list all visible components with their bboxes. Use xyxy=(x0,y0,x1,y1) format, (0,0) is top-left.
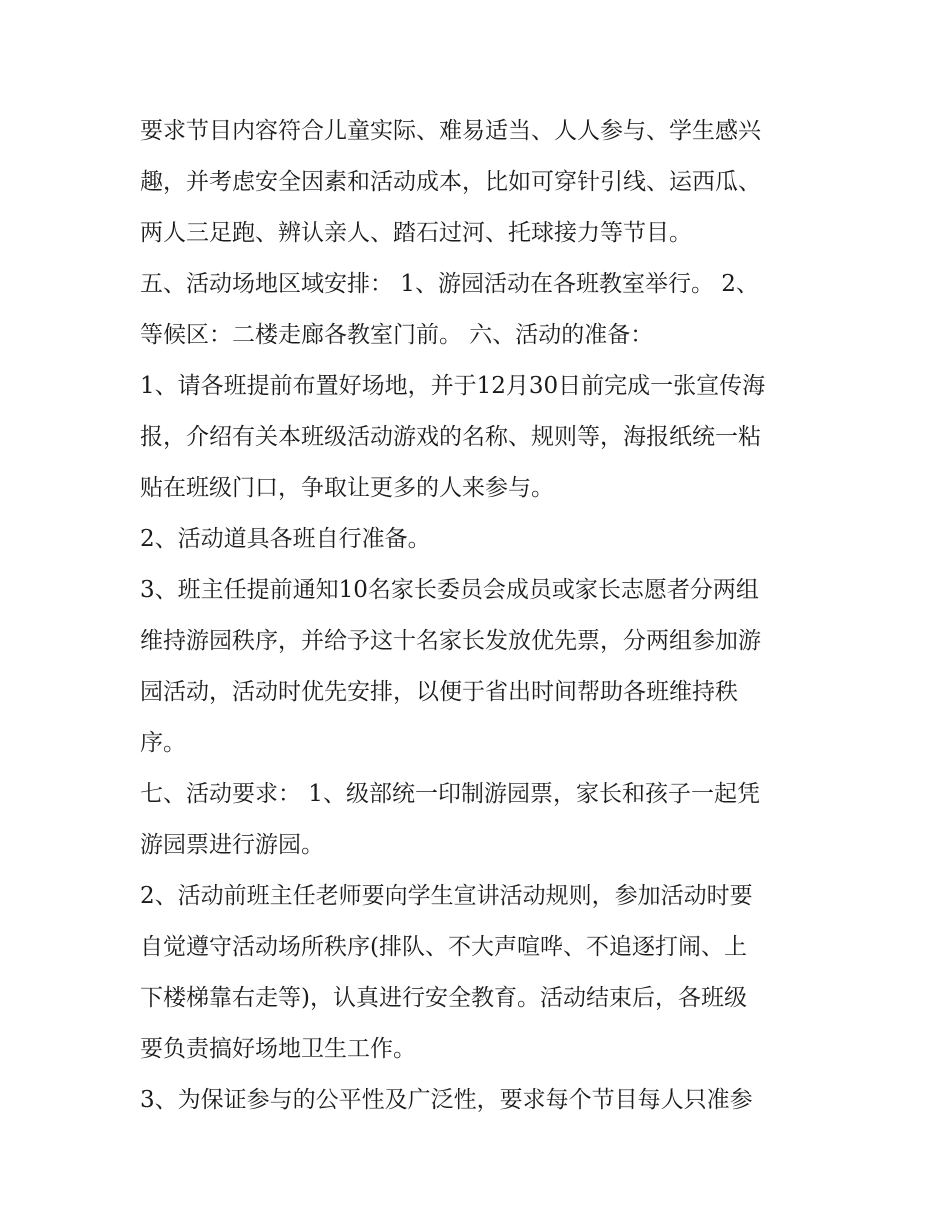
text-line: 3、班主任提前通知10名家长委员会成员或家长志愿者分两组 xyxy=(140,577,759,603)
text-line: 自觉遵守活动场所秩序(排队、不大声喧哗、不追逐打闹、上 xyxy=(140,934,747,960)
text-line: 等候区：二楼走廊各教室门前。 六、活动的准备： xyxy=(140,322,654,348)
document-body xyxy=(140,106,830,1126)
text-line: 2、活动前班主任老师要向学生宣讲活动规则，参加活动时要 xyxy=(140,883,753,909)
text-line: 趣，并考虑安全因素和活动成本，比如可穿针引线、运西瓜、 xyxy=(140,169,761,195)
text-line: 要求节目内容符合儿童实际、难易适当、人人参与、学生感兴 xyxy=(140,118,761,144)
text-line: 七、活动要求： 1、级部统一印制游园票，家长和孩子一起凭 xyxy=(140,781,760,807)
text-line: 园活动，活动时优先安排，以便于省出时间帮助各班维持秩 xyxy=(140,679,738,705)
text-line: 报，介绍有关本班级活动游戏的名称、规则等，海报纸统一粘 xyxy=(140,424,761,450)
text-line: 下楼梯靠右走等)，认真进行安全教育。活动结束后，各班级 xyxy=(140,985,747,1011)
text-line: 2、活动道具各班自行准备。 xyxy=(140,526,431,552)
text-line: 两人三足跑、辨认亲人、踏石过河、托球接力等节目。 xyxy=(140,220,692,246)
text-line: 贴在班级门口，争取让更多的人来参与。 xyxy=(140,475,554,501)
text-line: 维持游园秩序，并给予这十名家长发放优先票，分两组参加游 xyxy=(140,628,761,654)
text-line: 游园票进行游园。 xyxy=(140,832,324,858)
text-line: 3、为保证参与的公平性及广泛性，要求每个节目每人只准参 xyxy=(140,1087,753,1113)
text-line: 1、请各班提前布置好场地，并于12月30日前完成一张宣传海 xyxy=(140,373,766,399)
text-line: 五、活动场地区域安排： 1、游园活动在各班教室举行。 2、 xyxy=(140,271,759,297)
text-line: 序。 xyxy=(140,730,186,756)
text-line: 要负责搞好场地卫生工作。 xyxy=(140,1036,416,1062)
